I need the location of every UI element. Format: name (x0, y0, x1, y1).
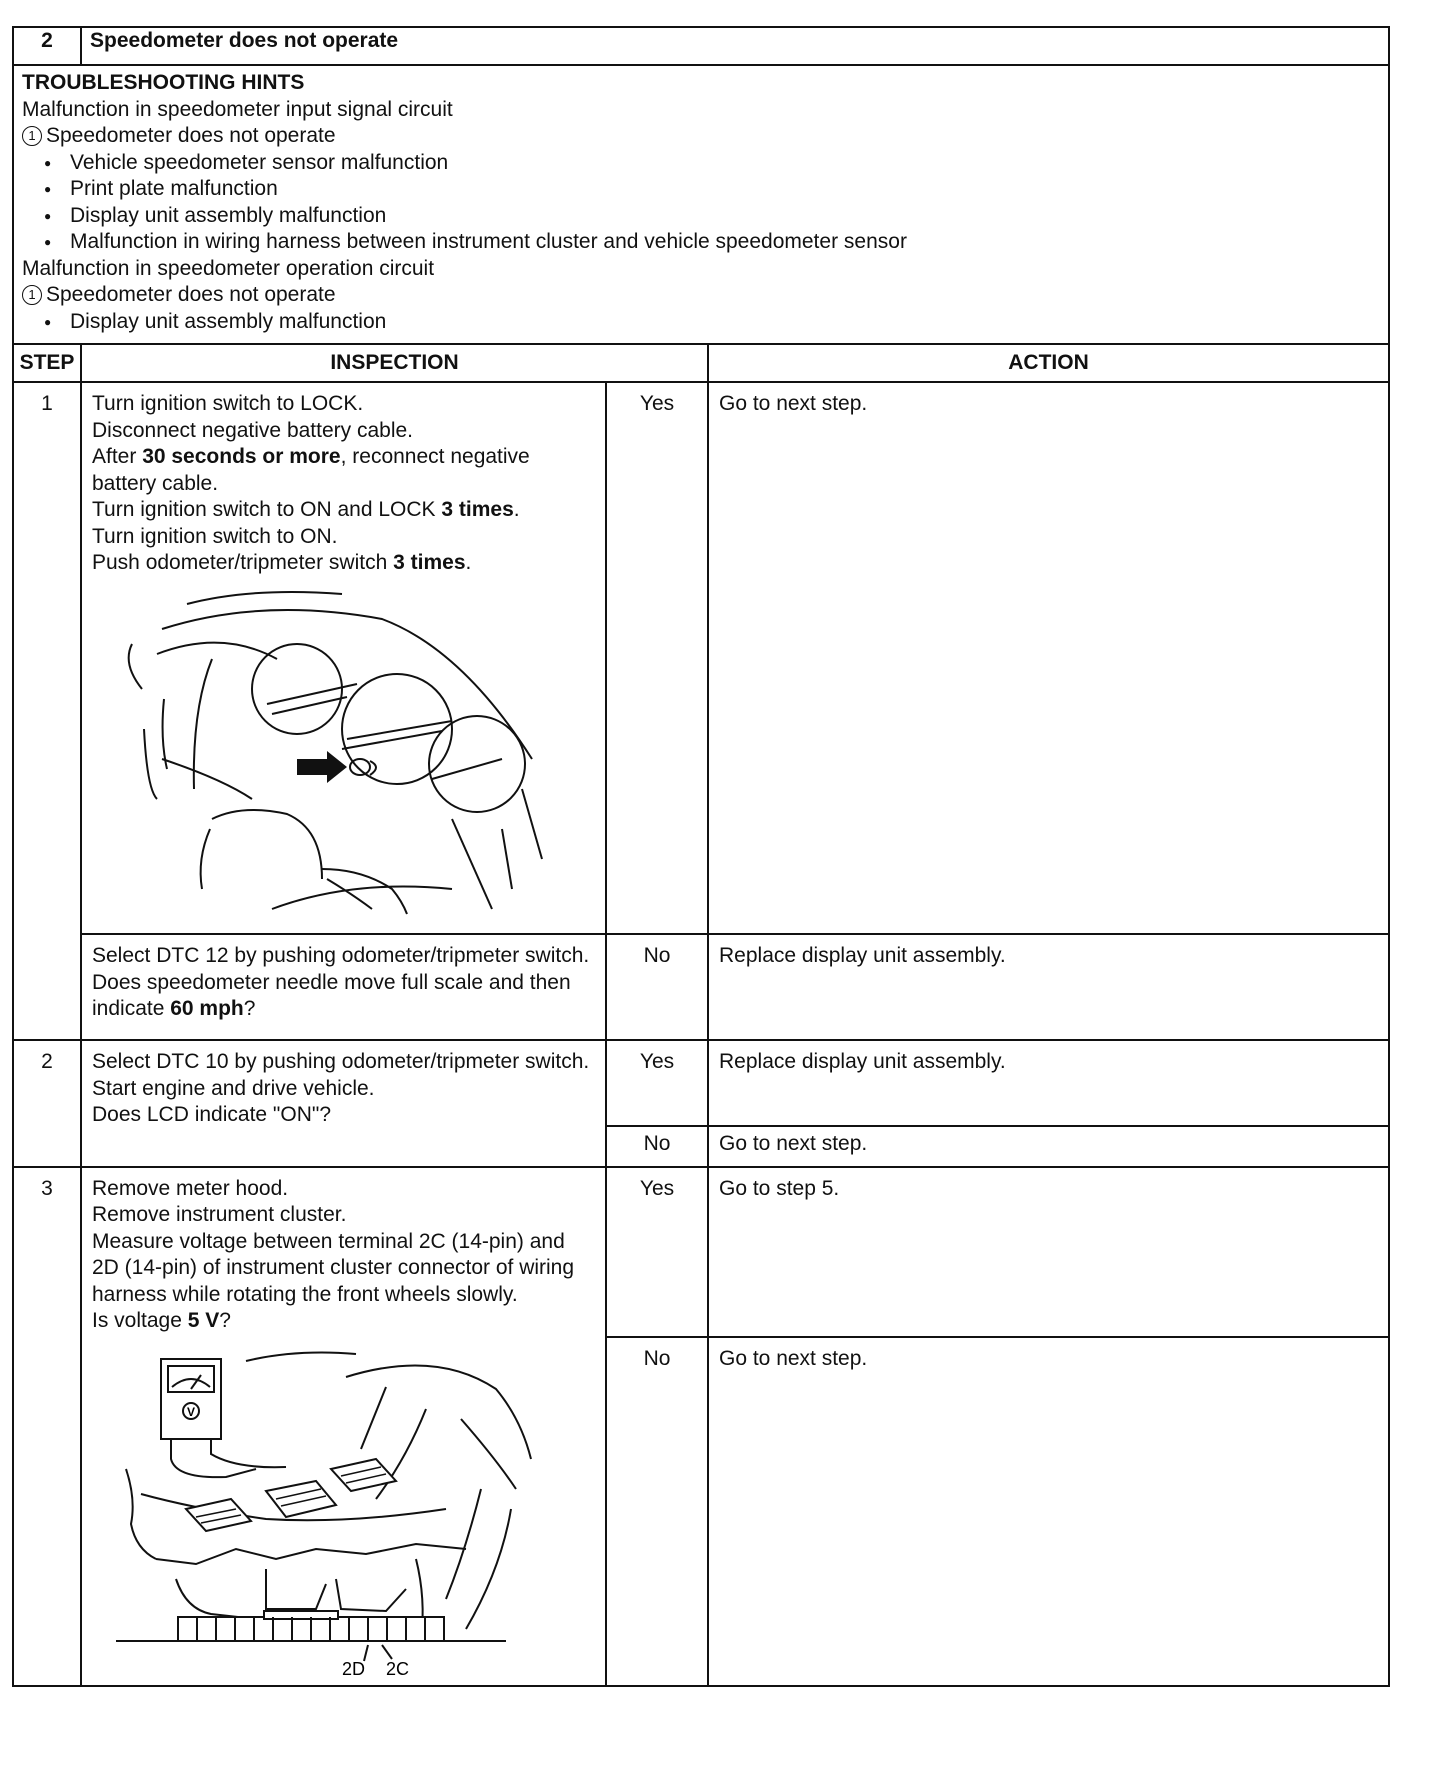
inspection-line (92, 497, 597, 524)
step-row (13, 1040, 1389, 1126)
no-label: No (606, 934, 708, 1040)
troubleshooting-hints (13, 65, 1389, 344)
inspection-line: Select DTC 12 by pushing odometer/tripmeter switch. (92, 944, 590, 967)
inspection-line: Measure voltage between terminal 2C (14-pin) and 2D (14-pin) of instrument cluster connector of wiring harness while rotating the front wheels slowly. (92, 1229, 575, 1306)
hints-row (13, 65, 1389, 344)
arrow-icon (297, 751, 347, 783)
step-inspection (81, 1040, 606, 1167)
step-inspection (81, 1167, 606, 1686)
col-inspection: INSPECTION (81, 344, 708, 382)
yes-label: Yes (606, 1040, 708, 1126)
hint-bullet-list (22, 309, 1380, 336)
text-run: . (465, 551, 472, 574)
hint-bullet: ● Display unit assembly malfunction (70, 309, 1380, 336)
yes-action: Go to next step. (708, 382, 1389, 934)
hint-item-text: Speedometer does not operate (46, 283, 336, 306)
yes-label: Yes (606, 1167, 708, 1337)
hint-item (22, 282, 1380, 309)
hint-item (22, 123, 1380, 150)
text-run-bold: 5 V (187, 1309, 220, 1332)
step-number: 2 (13, 1040, 81, 1167)
step-inspection (81, 382, 606, 934)
instrument-cluster-illustration (102, 589, 572, 919)
text-run: Is voltage (92, 1309, 188, 1332)
hint-section-heading: Malfunction in speedometer input signal circuit (22, 97, 453, 121)
text-run: , reconnect negative battery cable. (92, 445, 530, 495)
hint-section-heading: Malfunction in speedometer operation circuit (22, 256, 435, 280)
inspection-line: Disconnect negative battery cable. (92, 418, 414, 442)
text-run: ? (243, 997, 256, 1020)
text-run: . (513, 498, 520, 521)
text-run: After (92, 445, 143, 468)
text-run-bold: 30 seconds or more (142, 445, 341, 468)
hint-bullet-list (22, 150, 1380, 256)
inspection-line: Select DTC 10 by pushing odometer/tripmeter switch. (92, 1050, 590, 1073)
inspection-line: Remove meter hood. (92, 1176, 289, 1200)
troubleshooting-table (12, 26, 1390, 1687)
text-run: Does speedometer needle move full scale and then indicate (92, 970, 571, 1020)
step-number: 1 (13, 382, 81, 1040)
voltmeter-symbol: V (186, 1404, 196, 1419)
connector-label-2c: 2C (386, 1658, 410, 1679)
column-header-row (13, 344, 1389, 382)
inspection-line: Start engine and drive vehicle. (92, 1076, 375, 1100)
inspection-line: Does LCD indicate "ON"? (92, 1103, 332, 1126)
step-question (81, 934, 606, 1040)
no-action: Go to next step. (708, 1337, 1389, 1686)
col-action: ACTION (708, 344, 1389, 382)
voltmeter-icon (161, 1359, 221, 1439)
inspection-line (92, 1308, 597, 1335)
hints-title: TROUBLESHOOTING HINTS (22, 71, 305, 94)
symptom-title: Speedometer does not operate (81, 27, 1389, 65)
circled-number-icon: 1 (22, 285, 42, 305)
hint-bullet: ● Display unit assembly malfunction (70, 203, 1380, 230)
text-run-bold: 3 times (393, 551, 466, 574)
circled-number-icon: 1 (22, 126, 42, 146)
text-run: Push odometer/tripmeter switch (92, 551, 394, 574)
hint-bullet: ● Vehicle speedometer sensor malfunction (70, 150, 1380, 177)
voltmeter-connector-illustration (116, 1349, 546, 1679)
text-run: Turn ignition switch to ON and LOCK (92, 498, 442, 521)
step-row (13, 1167, 1389, 1337)
no-label: No (606, 1126, 708, 1167)
step-row (13, 382, 1389, 934)
no-action: Replace display unit assembly. (708, 934, 1389, 1040)
inspection-line: Turn ignition switch to ON. (92, 524, 338, 548)
inspection-line (92, 970, 597, 1023)
symptom-number: 2 (13, 27, 81, 65)
hint-bullet: ● Malfunction in wiring harness between instrument cluster and vehicle speedometer sensor (70, 229, 1380, 256)
yes-label: Yes (606, 382, 708, 934)
hint-bullet: ● Print plate malfunction (70, 176, 1380, 203)
inspection-line (92, 444, 597, 497)
yes-action: Go to step 5. (708, 1167, 1389, 1337)
step-row-continued (13, 934, 1389, 1040)
inspection-line: Turn ignition switch to LOCK. (92, 392, 364, 415)
text-run: ? (219, 1309, 231, 1332)
yes-action: Replace display unit assembly. (708, 1040, 1389, 1126)
step-number: 3 (13, 1167, 81, 1686)
text-run-bold: 60 mph (170, 997, 244, 1020)
inspection-line: Remove instrument cluster. (92, 1203, 347, 1226)
hint-item-text: Speedometer does not operate (46, 124, 336, 147)
no-action: Go to next step. (708, 1126, 1389, 1167)
connector-icon (178, 1611, 444, 1661)
col-step: STEP (13, 344, 81, 382)
no-label: No (606, 1337, 708, 1686)
connector-label-2d: 2D (342, 1658, 366, 1679)
text-run-bold: 3 times (441, 498, 514, 521)
troubleshooting-document (12, 26, 1388, 1687)
header-row (13, 27, 1389, 65)
inspection-line (92, 550, 597, 577)
